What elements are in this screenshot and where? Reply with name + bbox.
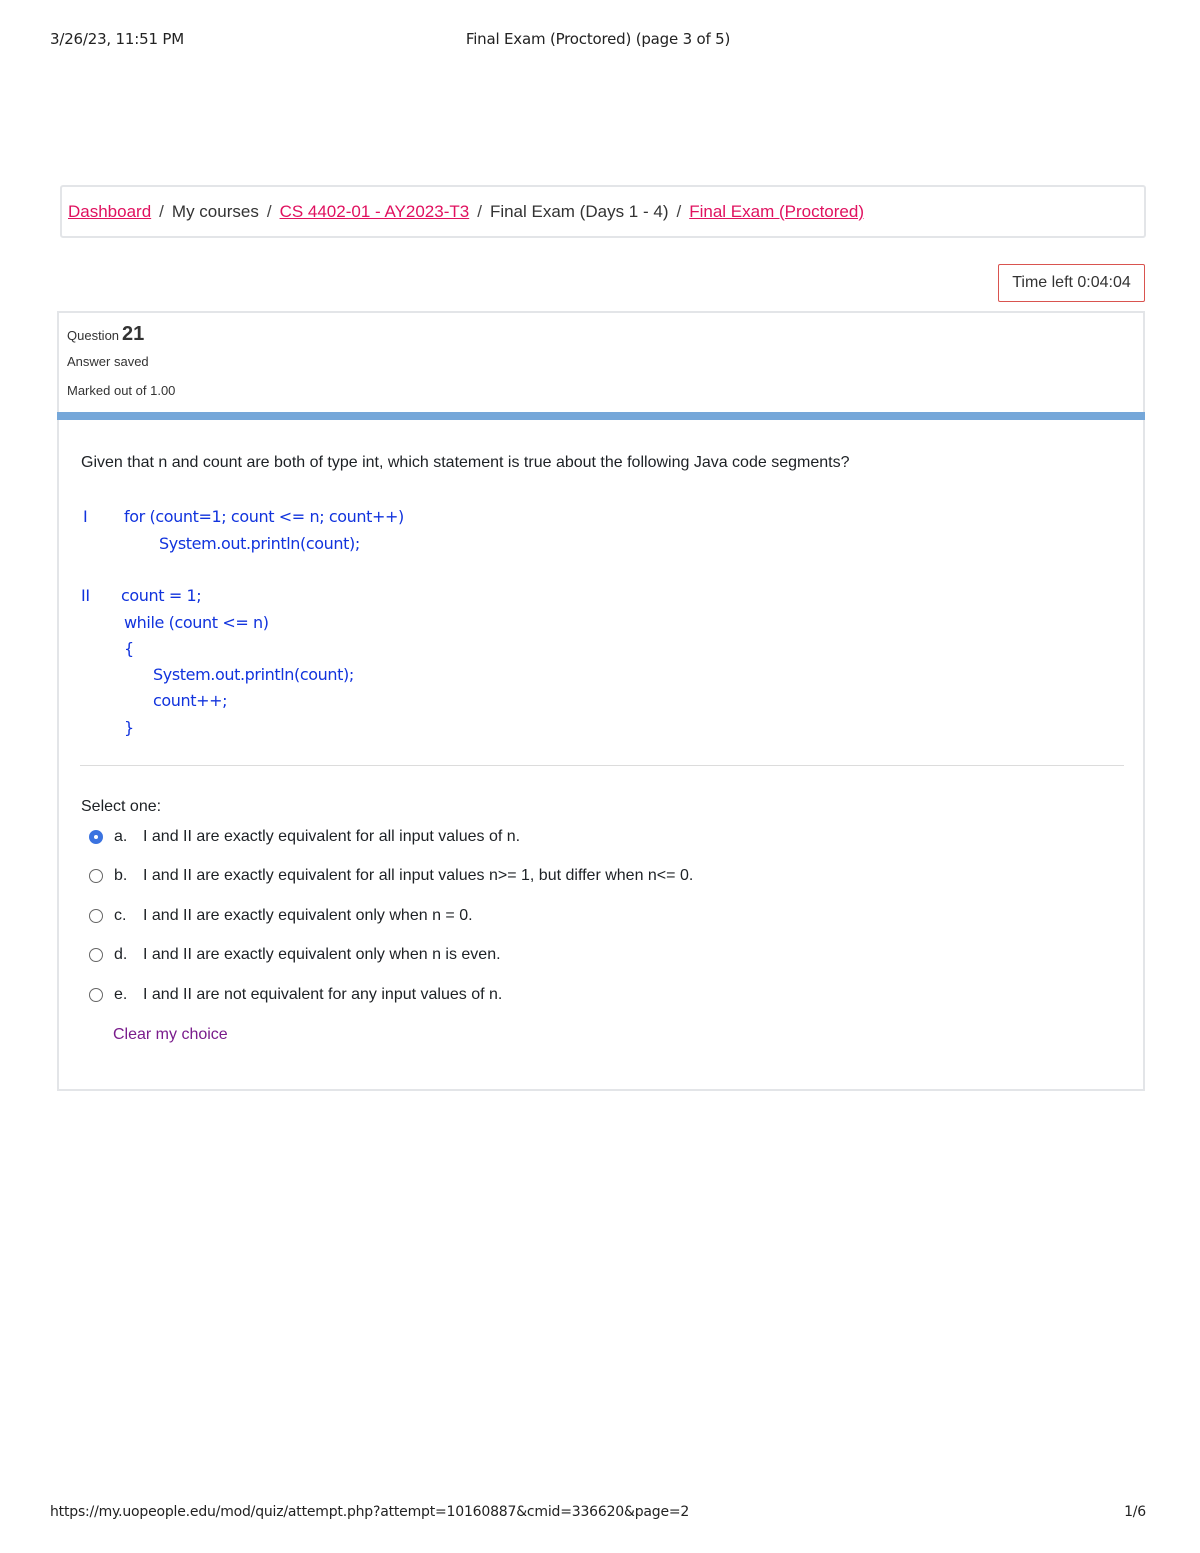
question-info xyxy=(57,311,1145,412)
clear-my-choice-link[interactable]: Clear my choice xyxy=(113,1026,228,1043)
code-seg2-line2: while (count <= n) xyxy=(124,613,269,632)
breadcrumb-course[interactable]: CS 4402-01 - AY2023-T3 xyxy=(279,201,470,221)
print-header xyxy=(50,30,1146,48)
code-seg1-line1: for (count=1; count <= n; count++) xyxy=(124,507,404,526)
option-letter: d. xyxy=(114,946,128,963)
quiz-timer xyxy=(998,264,1145,302)
breadcrumb-dashboard[interactable]: Dashboard xyxy=(68,201,152,221)
radio-button[interactable] xyxy=(89,869,103,883)
code-seg1-label: I xyxy=(83,507,88,526)
code-seg1-line2: System.out.println(count); xyxy=(159,534,360,553)
radio-button[interactable] xyxy=(89,988,103,1002)
option-text: I and II are not equivalent for any input values of n. xyxy=(143,986,503,1003)
answer-divider xyxy=(80,765,1124,766)
code-seg2-line3: { xyxy=(124,639,134,658)
option-text: I and II are exactly equivalent for all input values n>= 1, but differ when n<= 0. xyxy=(143,867,694,884)
option-letter: e. xyxy=(114,986,128,1003)
answer-option-b[interactable] xyxy=(89,865,693,887)
answer-option-c[interactable] xyxy=(89,905,473,927)
breadcrumb xyxy=(60,185,1146,238)
question-state: Answer saved xyxy=(67,354,149,369)
breadcrumb-final-exam-section: Final Exam (Days 1 - 4) xyxy=(489,201,669,221)
question-label: Question xyxy=(67,328,120,343)
option-text: I and II are exactly equivalent for all input values of n. xyxy=(143,828,521,845)
breadcrumb-my-courses: My courses xyxy=(171,201,259,221)
option-text: I and II are exactly equivalent only when n is even. xyxy=(143,946,501,963)
question-grade: Marked out of 1.00 xyxy=(67,383,176,398)
print-title: Final Exam (Proctored) (page 3 of 5) xyxy=(465,30,731,48)
print-datetime: 3/26/23, 11:51 PM xyxy=(50,30,184,48)
question-number xyxy=(67,323,1143,346)
code-seg2-line1: count = 1; xyxy=(121,586,202,605)
option-letter: a. xyxy=(114,828,128,845)
timer-text: Time left 0:04:04 xyxy=(1012,274,1131,291)
answer-option-d[interactable] xyxy=(89,944,501,966)
answer-option-a[interactable] xyxy=(89,826,520,848)
question-text: Given that n and count are both of type int, which statement is true about the following Java code segments? xyxy=(81,454,850,471)
print-page-number: 1/6 xyxy=(1124,1504,1146,1520)
print-footer xyxy=(50,1504,1146,1520)
question-content xyxy=(57,420,1145,1091)
code-seg2-line4: System.out.println(count); xyxy=(153,665,354,684)
option-letter: c. xyxy=(114,907,127,924)
breadcrumb-final-exam[interactable]: Final Exam (Proctored) xyxy=(689,201,864,221)
select-one-prompt: Select one: xyxy=(81,798,162,815)
code-seg2-line5: count++; xyxy=(153,691,228,710)
radio-button-checked[interactable] xyxy=(89,830,103,844)
breadcrumb-separator: / xyxy=(159,201,164,221)
radio-button[interactable] xyxy=(89,948,103,962)
radio-button[interactable] xyxy=(89,909,103,923)
breadcrumb-separator: / xyxy=(266,201,272,221)
option-text: I and II are exactly equivalent only when n = 0. xyxy=(143,907,473,924)
code-seg2-line6: } xyxy=(124,718,134,737)
breadcrumb-separator: / xyxy=(477,201,482,221)
option-letter: b. xyxy=(114,867,128,884)
print-url: https://my.uopeople.edu/mod/quiz/attempt.php?attempt=10160887&cmid=336620&page=2 xyxy=(50,1504,690,1520)
question-accent-bar xyxy=(57,412,1145,420)
code-seg2-label: II xyxy=(81,586,90,605)
answer-option-e[interactable] xyxy=(89,984,502,1006)
question-number-value: 21 xyxy=(122,323,145,345)
breadcrumb-separator: / xyxy=(676,201,682,221)
